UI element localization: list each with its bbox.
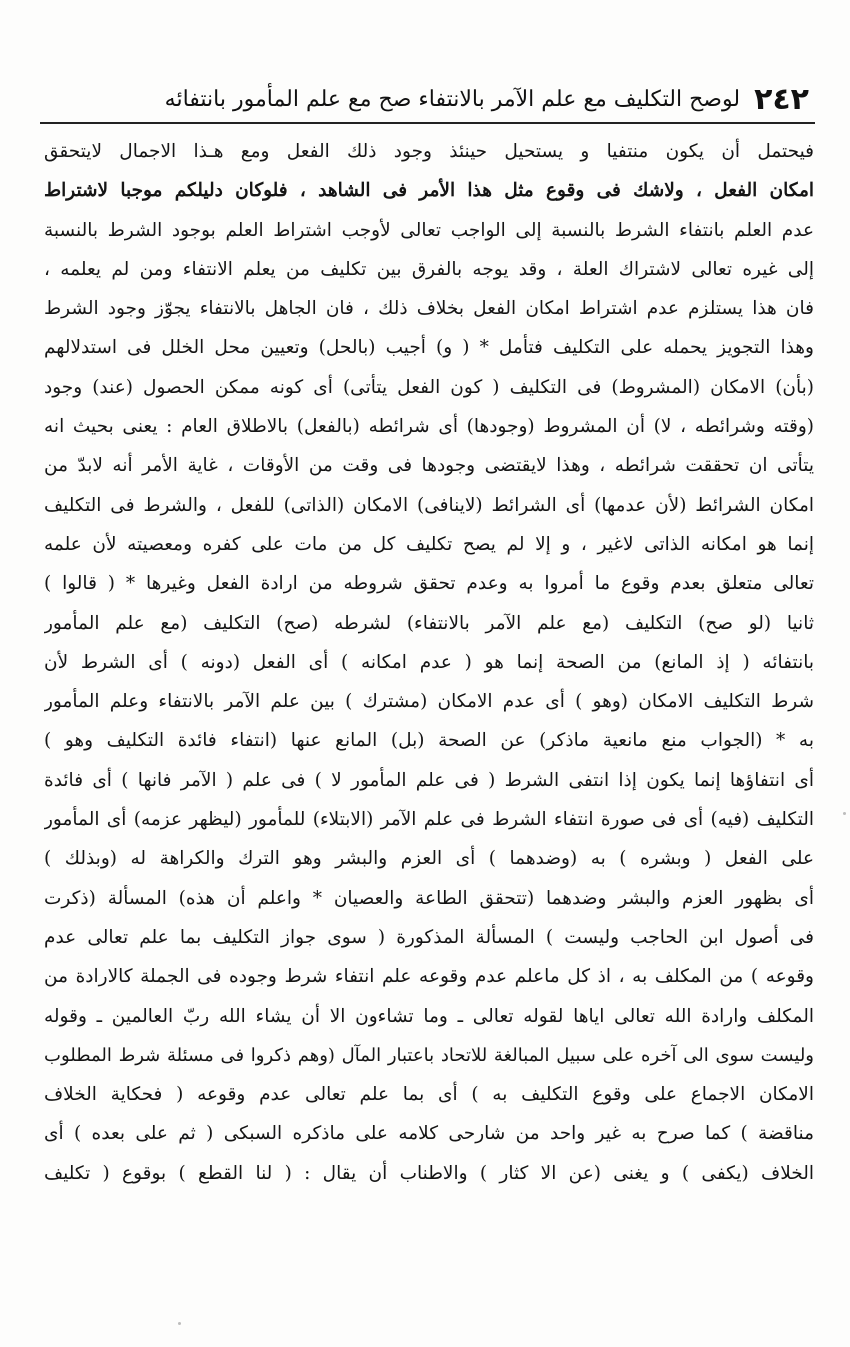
main-text [44, 132, 814, 1312]
text-line: بانتفائه ( إذ المانع) من الصحة إنما هو ( عدم امكانه ) أى الفعل (دونه ) أى الشرط لأن [44, 651, 814, 673]
text-line: إنما هو امكانه الذاتى لاغير ، و إلا لم يصح تكليف كل من مات على كفره ومعصيته لأن علمه [44, 533, 814, 555]
scan-speck [178, 1322, 181, 1325]
text-line: (بأن) الامكان (المشروط) فى التكليف ( كون الفعل يتأتى) أى كونه ممكن الحصول (عند) وجود [44, 376, 814, 398]
text-line: الخلاف (يكفى ) و يغنى (عن الا كثار ) والاطناب أن يقال : ( لنا القطع ) بوقوع ( تكليف [44, 1162, 814, 1184]
text-line: التكليف (فيه) أى فى صورة انتفاء الشرط فى علم الآمر (الابتلاء) للمأمور (ليظهر عزمه) أى المأمور [44, 809, 814, 831]
text-line: على الفعل ( وبشره ) به (وضدهما ) أى العزم والبشر وهو الترك والكراهة له (وبذلك ) [44, 848, 814, 870]
text-line: امكان الشرائط (لأن عدمها) أى الشرائط (لاينافى) الامكان (الذاتى) للفعل ، والشرط فى التكليف [44, 494, 814, 516]
text-line: وليست سوى الى آخره على سبيل المبالغة للاتحاد باعتبار المآل (وهم ذكروا فى مسئلة شرط المطلوب [44, 1044, 814, 1066]
text-line: فان هذا يستلزم عدم اشتراط امكان الفعل بخلاف ذلك ، فان الجاهل بالانتفاء يجوّز وجود الشرط [44, 298, 814, 320]
text-line: شرط التكليف الامكان (وهو ) أى عدم الامكان (مشترك ) بين علم الآمر بالانتفاء وعلم المأمور [44, 691, 814, 713]
text-line: يتأتى ان تحققت شرائطه ، وهذا لايقتضى وجودها فى وقت من الأوقات ، غاية الأمر أنه لابدّ من [44, 455, 814, 477]
text-line: فيحتمل أن يكون منتفيا و يستحيل حينئذ وجود ذلك الفعل ومع هـذا الاجمال لايتحقق [44, 141, 814, 162]
text-line: به * (الجواب منع مانعية ماذكر) عن الصحة (بل) المانع عنها (انتفاء فائدة التكليف وهو ) [44, 730, 814, 752]
text-line: وهذا التجويز يحمله على التكليف فتأمل * ( و) أجيب (بالحل) وتعيين محل الخلل فى استدلالهم [44, 337, 814, 359]
scan-speck [843, 812, 846, 815]
page-header [52, 72, 809, 120]
text-line: أى انتفاؤها إنما يكون إذا انتفى الشرط ( فى علم المأمور لا ) فى علم ( الآمر فانها ) أى فائدة [44, 769, 814, 791]
text-line: أى بظهور العزم والبشر وضدهما (تتحقق الطاعة والعصيان * واعلم أن هذه) المسألة (ذكرت [44, 887, 814, 909]
text-line: إلى غيره تعالى لاشتراك العلة ، وقد يوجه بالفرق بين تكليف من يعلم الانتفاء ومن لم يعلمه ، [44, 258, 814, 280]
text-line: وقوعه ) من المكلف به ، اذ كل ماعلم عدم وقوعه علم انتفاء شرط وجوده فى الجملة كالارادة من [44, 966, 814, 988]
header-divider [40, 122, 815, 124]
text-line: امكان الفعل ، ولاشك فى وقوع مثل هذا الأمر فى الشاهد ، فلوكان دليلكم موجبا لاشتراط [44, 180, 814, 202]
text-line: مناقضة ) كما صرح به غير واحد من شارحى كلامه على ماذكره السبكى ( ثم على بعده ) أى [44, 1123, 814, 1145]
text-line: الامكان الاجماع على وقوع التكليف به ) أى بما علم تعالى عدم وقوعه ( فحكاية الخلاف [44, 1084, 814, 1106]
text-line: عدم العلم بانتفاء الشرط بالنسبة إلى الواجب تعالى لأوجب اشتراط العلم بوجود الشرط بالنسبة [44, 219, 814, 241]
text-line: ثانيا (لو صح) التكليف (مع علم الآمر بالانتفاء) لشرطه (صح) التكليف (مع علم المأمور [44, 612, 814, 634]
running-title: لوصح التكليف مع علم الآمر بالانتفاء صح مع علم المأمور بانتفائه [164, 87, 741, 112]
text-line: فى أصول ابن الحاجب وليست ) المسألة المذكورة ( سوى جواز التكليف بما علم تعالى عدم [44, 926, 814, 948]
text-line: (وقته وشرائطه ، لا) أن المشروط (وجودها) أى شرائطه (بالفعل) بالاطلاق العام : يعنى بحيث انه [44, 416, 814, 438]
text-line: المكلف وارادة الله تعالى اياها لقوله تعالى ـ وما تشاءون الا أن يشاء الله ربّ العالمين ـ وقوله [44, 1005, 814, 1027]
page-number: ٢٤٢ [754, 82, 809, 117]
text-line: تعالى متعلق بعدم وقوع ما أمروا به وعدم تحقق شروطه من ارادة الفعل وغيرها * ( قالوا ) [44, 573, 814, 595]
